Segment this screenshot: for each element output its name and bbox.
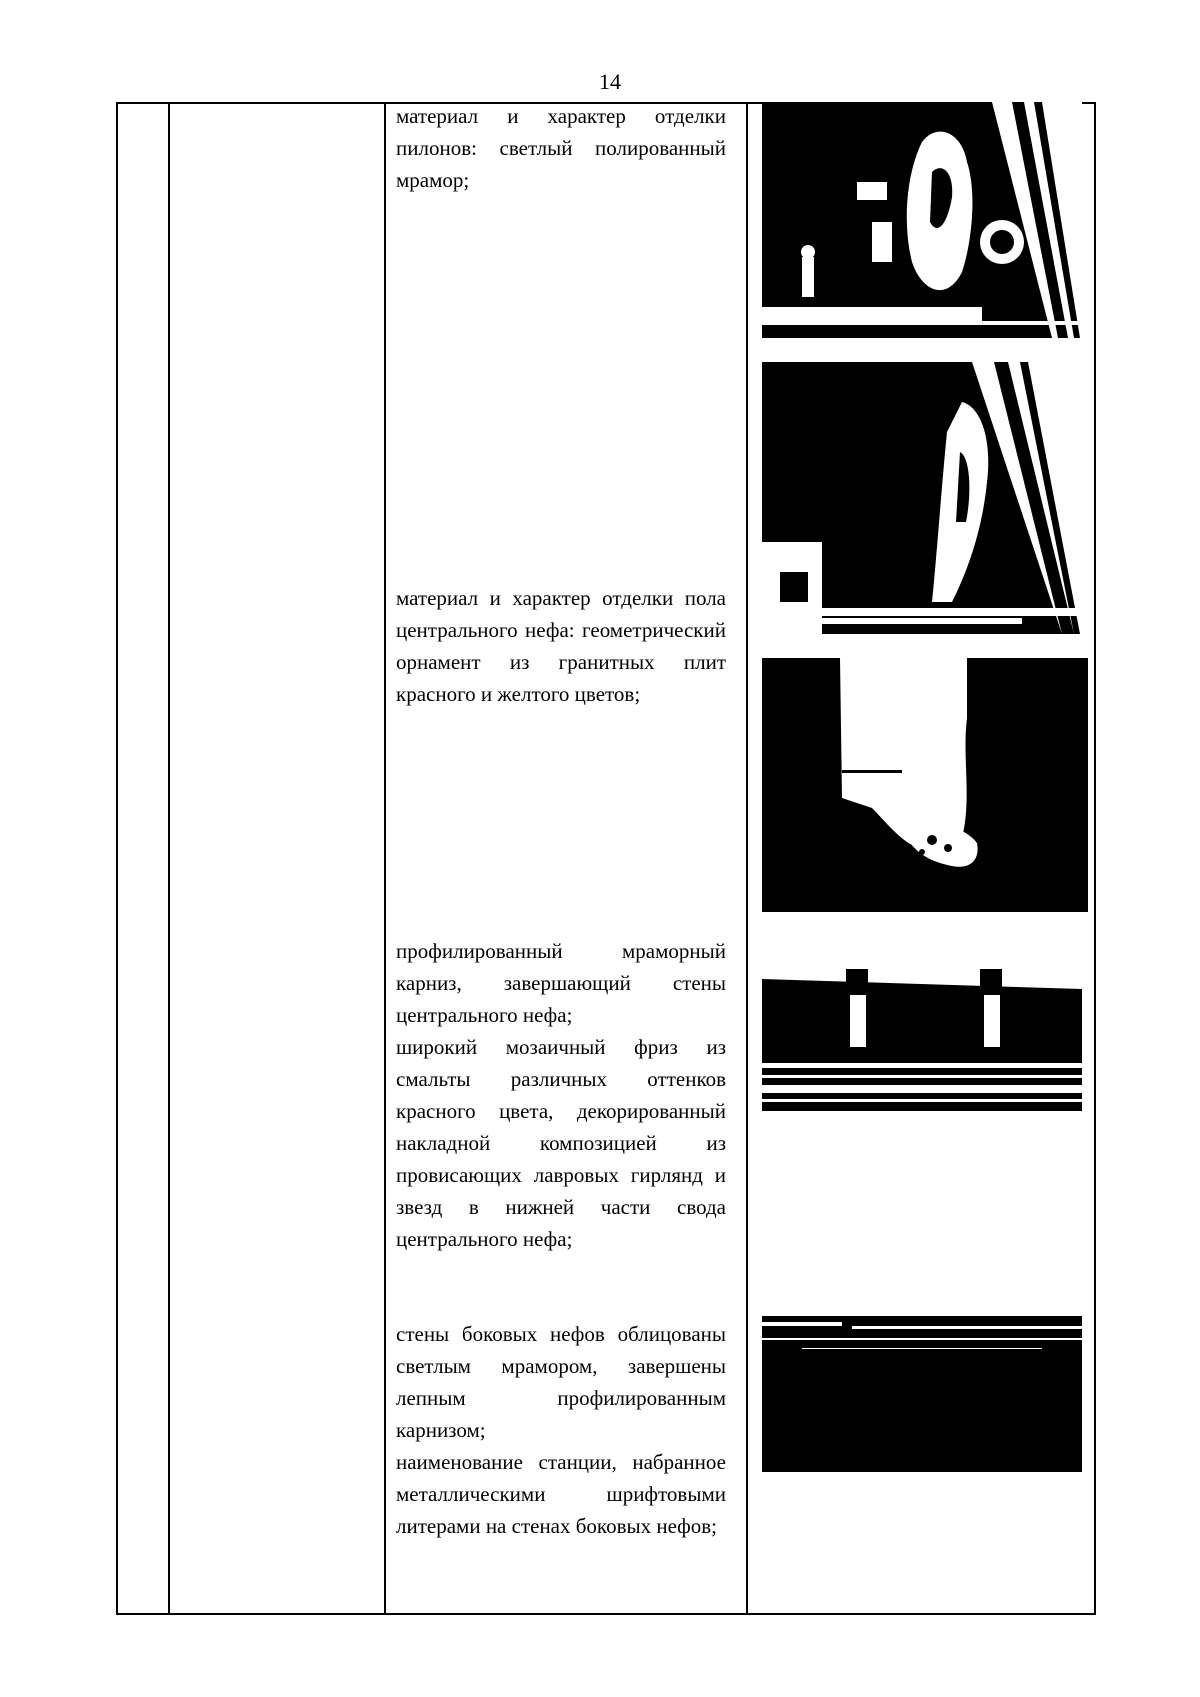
column-divider bbox=[384, 102, 386, 1615]
photo-pylon-detail bbox=[762, 362, 1082, 634]
description-paragraph: широкий мозаичный фриз из смальты различных оттенков красного цвета, декорированный накладной композицией из провисающих лавровых гирлянд и звезд в нижней части свода центрального нефа; bbox=[396, 1035, 726, 1251]
description-paragraph: материал и характер отделки пилонов: светлый полированный мрамор; bbox=[396, 104, 726, 192]
description-paragraph: стены боковых нефов облицованы светлым мрамором, завершены лепным профилированным карнизом; bbox=[396, 1322, 726, 1442]
description-floor bbox=[396, 582, 726, 710]
photo-pylon-sculpture bbox=[762, 102, 1082, 338]
photo-floor-granite bbox=[762, 658, 1088, 912]
column-divider bbox=[168, 102, 170, 1615]
description-paragraph: наименование станции, набранное металлическими шрифтовыми литерами на стенах боковых нефов; bbox=[396, 1450, 726, 1538]
photo-side-nave-wall bbox=[762, 1308, 1082, 1472]
column-divider bbox=[746, 102, 748, 1615]
page-number: 14 bbox=[599, 69, 621, 94]
photo-cornice-frieze bbox=[762, 935, 1082, 1115]
description-paragraph: профилированный мраморный карниз, завершающий стены центрального нефа; bbox=[396, 939, 726, 1027]
description-cornice-frieze bbox=[396, 935, 726, 1255]
description-paragraph: материал и характер отделки пола центрального нефа: геометрический орнамент из гранитных плит красного и желтого цветов; bbox=[396, 586, 726, 706]
description-pylons bbox=[396, 100, 726, 196]
description-side-naves bbox=[396, 1318, 726, 1542]
